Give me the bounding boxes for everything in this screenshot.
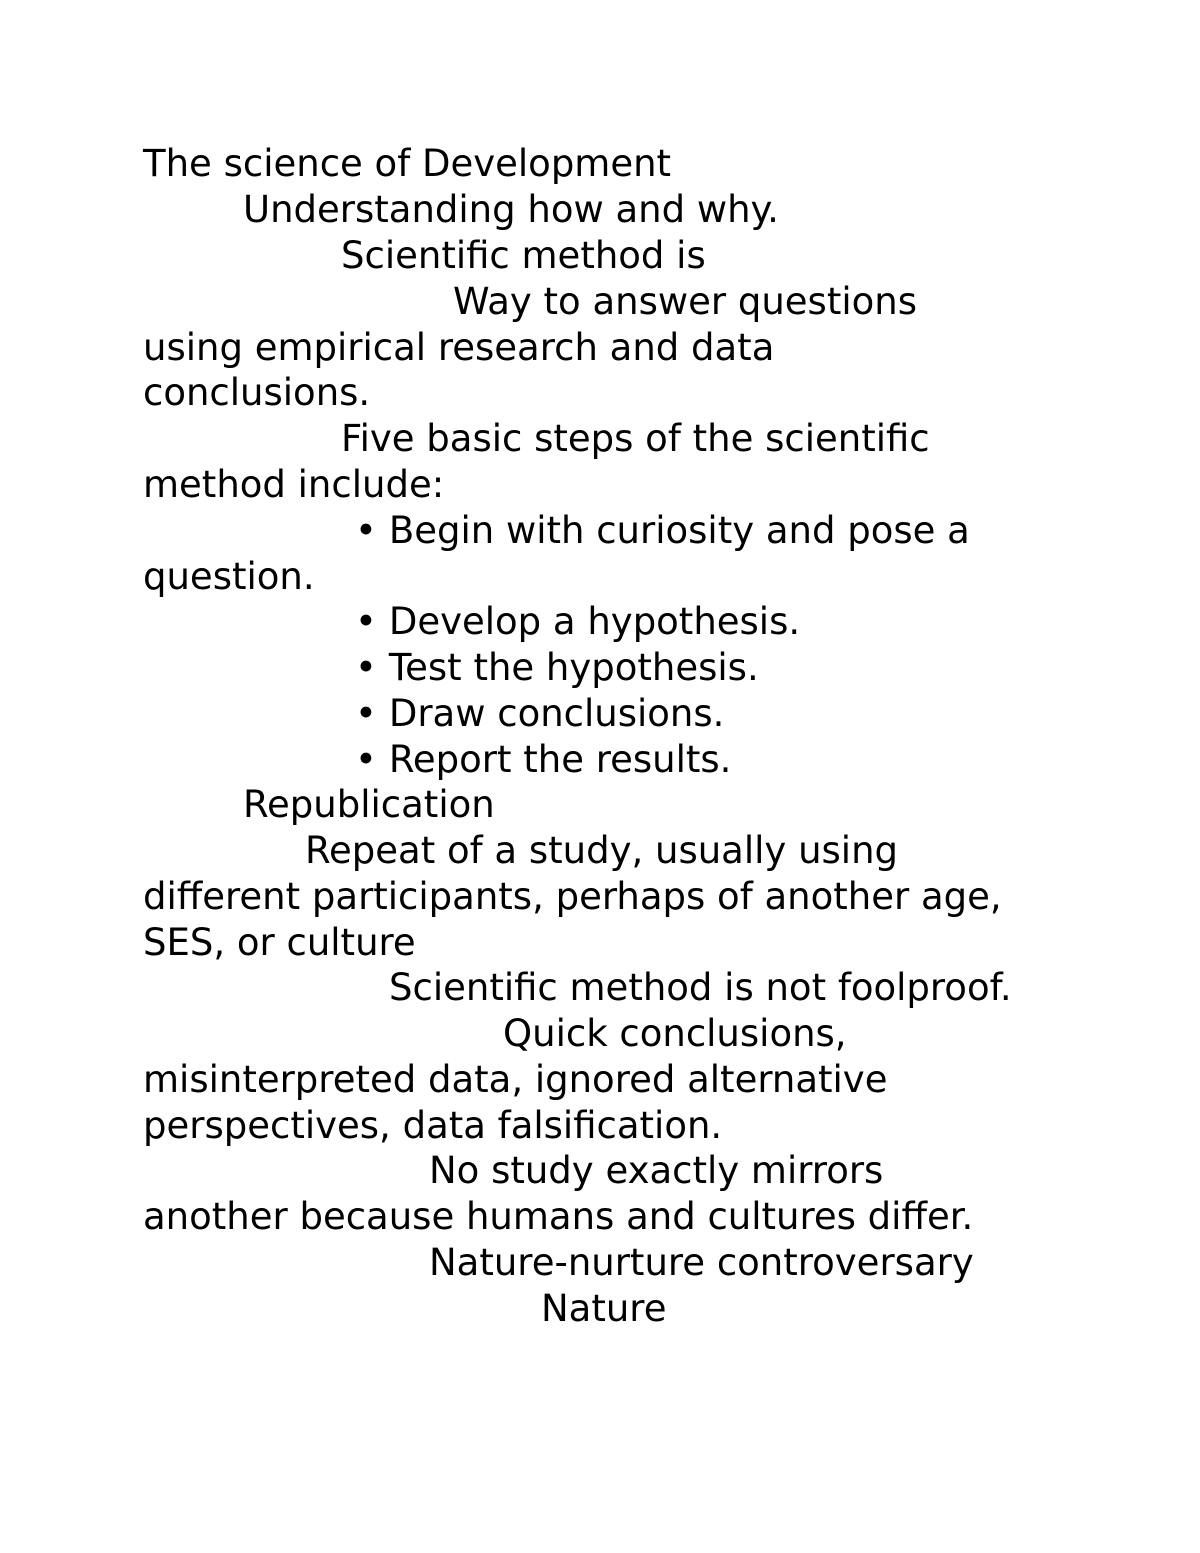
list-item-text: Develop a hypothesis. <box>388 600 801 643</box>
republication-definition-line1: Repeat of a study, usually using <box>305 829 899 872</box>
republication-definition-line2: different participants, perhaps of another age, <box>143 875 1002 918</box>
list-item <box>355 599 800 645</box>
not-foolproof-point1-line3: perspectives, data falsification. <box>143 1104 723 1147</box>
nature-nurture-heading: Nature-nurture controversary <box>429 1241 974 1284</box>
not-foolproof-point2-line2: another because humans and cultures differ. <box>143 1195 974 1238</box>
republication-definition-line3: SES, or culture <box>143 921 416 964</box>
not-foolproof-heading: Scientific method is not foolproof. <box>389 966 1012 1009</box>
list-item-continuation: question. <box>143 555 315 598</box>
not-foolproof-point1-line2: misinterpreted data, ignored alternative <box>143 1058 888 1101</box>
bullet-icon: • <box>355 509 377 552</box>
steps-intro-line2: method include: <box>143 463 445 506</box>
list-item-text: Report the results. <box>388 738 732 781</box>
bullet-icon: • <box>355 738 377 781</box>
steps-intro-line1: Five basic steps of the scientific <box>341 417 930 460</box>
republication-heading: Republication <box>243 783 495 826</box>
scientific-method-definition-line3: conclusions. <box>143 371 371 414</box>
bullet-icon: • <box>355 692 377 735</box>
list-item <box>355 645 759 691</box>
list-item <box>355 691 724 737</box>
not-foolproof-point1-line1: Quick conclusions, <box>503 1012 847 1055</box>
list-item <box>355 508 970 554</box>
bullet-icon: • <box>355 646 377 689</box>
not-foolproof-point2-line1: No study exactly mirrors <box>429 1149 884 1192</box>
bullet-icon: • <box>355 600 377 643</box>
list-item-text: Test the hypothesis. <box>388 646 759 689</box>
list-item-text: Draw conclusions. <box>388 692 725 735</box>
document-title: The science of Development <box>143 142 672 185</box>
scientific-method-heading: Scientific method is <box>341 234 706 277</box>
list-item-text: Begin with curiosity and pose a <box>388 509 970 552</box>
nature-subheading: Nature <box>541 1287 667 1330</box>
list-item <box>355 737 731 783</box>
subtitle: Understanding how and why. <box>243 188 779 231</box>
scientific-method-definition-line1: Way to answer questions <box>453 280 917 323</box>
scientific-method-definition-line2: using empirical research and data <box>143 326 775 369</box>
